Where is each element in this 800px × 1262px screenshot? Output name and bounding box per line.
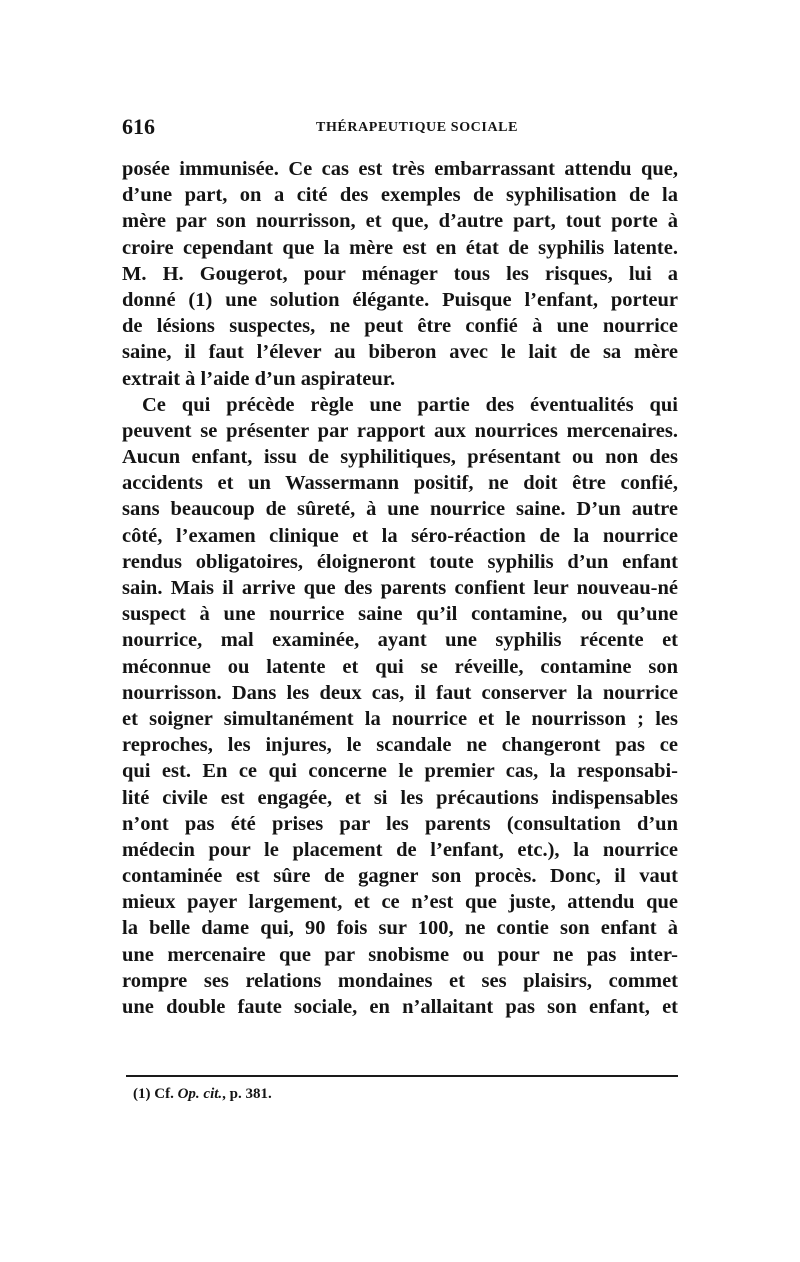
text-line: croire cependant que la mère est en état de syphilis latente. bbox=[122, 236, 678, 259]
text-line: mère par son nourrisson, et que, d’autre part, tout porte à bbox=[122, 210, 678, 233]
text-line: accidents et un Wassermann positif, ne doit être confié, bbox=[122, 472, 678, 495]
text-line: sain. Mais il arrive que des parents confient leur nouveau-né bbox=[122, 577, 678, 599]
text-line: côté, l’examen clinique et la séro-réaction de la nourrice bbox=[122, 524, 678, 547]
text-line: lité civile est engagée, et si les précautions indispensables bbox=[122, 786, 678, 809]
text-line: donné (1) une solution élégante. Puisque l’enfant, porteur bbox=[122, 288, 678, 311]
text-line: suspect à une nourrice saine qu’il contamine, ou qu’une bbox=[122, 603, 678, 626]
text-line: la belle dame qui, 90 fois sur 100, ne contie son enfant à bbox=[122, 917, 678, 940]
text-line: qui est. En ce qui concerne le premier cas, la responsabi- bbox=[122, 760, 678, 783]
text-line: sans beaucoup de sûreté, à une nourrice saine. D’un autre bbox=[122, 498, 678, 521]
body-text bbox=[122, 156, 678, 1020]
footnote-work: Op. cit. bbox=[177, 1086, 223, 1102]
text-line: une mercenaire que par snobisme ou pour ne pas inter- bbox=[122, 943, 678, 966]
text-line: reproches, les injures, le scandale ne changeront pas ce bbox=[122, 734, 678, 757]
text-line: méconnue ou latente et qui se réveille, contamine son bbox=[122, 655, 678, 678]
text-line: d’une part, on a cité des exemples de syphilisation de la bbox=[122, 184, 678, 207]
text-line: posée immunisée. Ce cas est très embarrassant attendu que, bbox=[122, 158, 678, 180]
text-line: n’ont pas été prises par les parents (consultation d’un bbox=[122, 812, 678, 835]
footnote-page-ref: , p. 381. bbox=[222, 1086, 272, 1102]
footnote bbox=[133, 1082, 272, 1106]
text-line: une double faute sociale, en n’allaitant pas son enfant, et bbox=[122, 996, 678, 1018]
text-line: nourrisson. Dans les deux cas, il faut conserver la nourrice bbox=[122, 681, 678, 704]
text-line: rompre ses relations mondaines et ses plaisirs, commet bbox=[122, 969, 678, 992]
page-number: 616 bbox=[122, 114, 155, 139]
text-line: peuvent se présenter par rapport aux nourrices mercenaires. bbox=[122, 419, 678, 442]
footnote-divider bbox=[126, 1075, 678, 1077]
text-line: extrait à l’aide d’un aspirateur. bbox=[122, 367, 396, 390]
text-line: Ce qui précède règle une partie des éventualités qui bbox=[142, 393, 678, 416]
text-line: de lésions suspectes, ne peut être confié à une nourrice bbox=[122, 315, 678, 338]
text-line: M. H. Gougerot, pour ménager tous les risques, lui a bbox=[122, 262, 678, 285]
running-title: THÉRAPEUTIQUE SOCIALE bbox=[316, 120, 519, 135]
text-line: saine, il faut l’élever au biberon avec le lait de sa mère bbox=[122, 341, 678, 364]
text-line: rendus obligatoires, éloigneront toute syphilis d’un enfant bbox=[122, 550, 678, 573]
text-line: Aucun enfant, issu de syphilitiques, présentant ou non des bbox=[122, 446, 678, 469]
text-line: mieux payer largement, et ce n’est que juste, attendu que bbox=[122, 891, 678, 914]
text-line: nourrice, mal examinée, ayant une syphilis récente et bbox=[122, 629, 678, 652]
footnote-marker: (1) Cf. bbox=[133, 1086, 178, 1102]
text-line: et soigner simultanément la nourrice et le nourrisson ; les bbox=[122, 707, 678, 730]
text-line: contaminée est sûre de gagner son procès. Donc, il vaut bbox=[122, 865, 678, 888]
running-head bbox=[122, 112, 677, 142]
text-line: médecin pour le placement de l’enfant, etc.), la nourrice bbox=[122, 838, 678, 861]
